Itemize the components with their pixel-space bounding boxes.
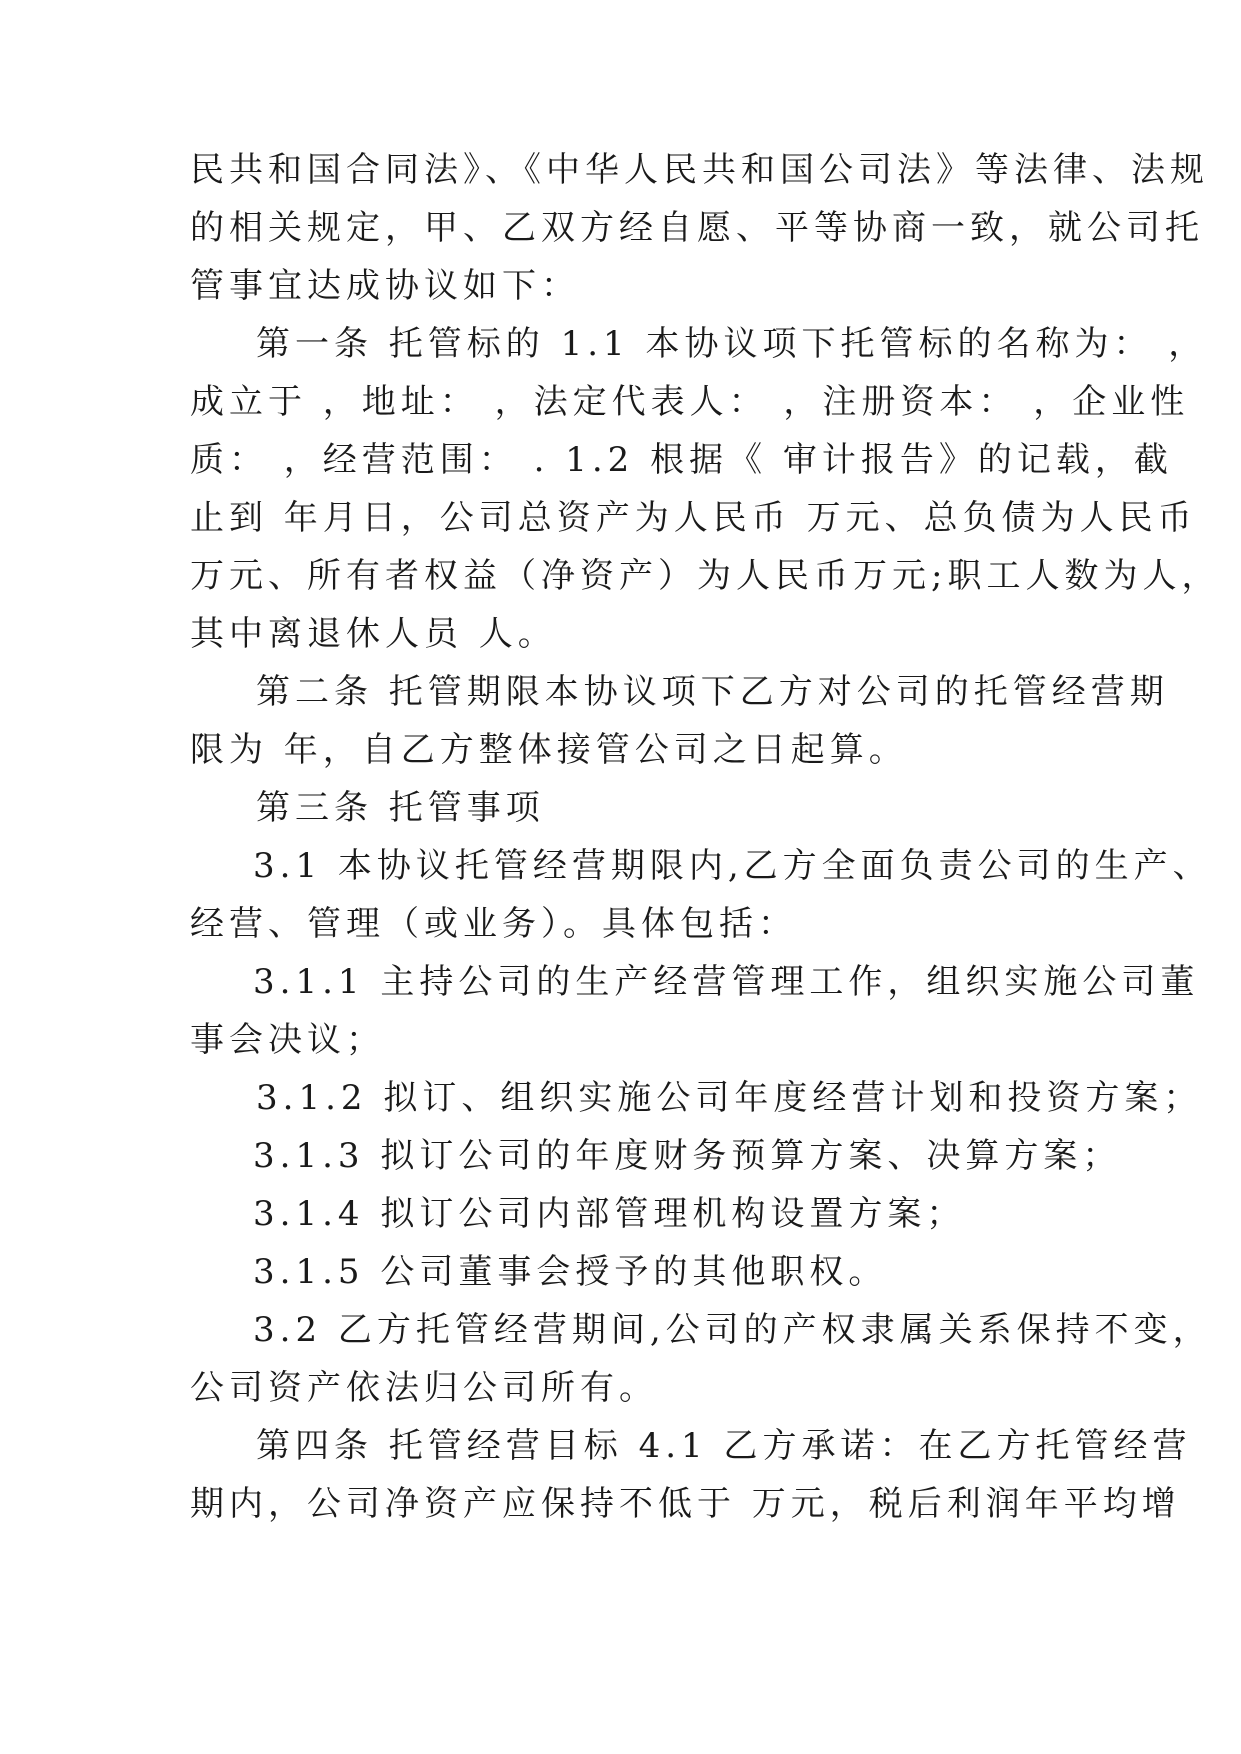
text-line-5: 成立于 ，地址： ，法定代表人： ，注册资本： ，企业性	[190, 382, 1190, 422]
text-line-2: 的相关规定，甲、乙双方经自愿、平等协商一致，就公司托	[190, 208, 1204, 248]
article-4-heading: 第四条 托管经营目标 4.1 乙方承诺：在乙方托管经营	[256, 1426, 1192, 1466]
article-2-heading: 第二条 托管期限本协议项下乙方对公司的托管经营期	[256, 672, 1169, 712]
text-line-7: 止到 年月日，公司总资产为人民币 万元、总负债为人民币	[190, 498, 1197, 538]
text-line-22: 公司资产依法归公司所有。	[190, 1368, 658, 1408]
text-line-11: 限为 年，自乙方整体接管公司之日起算。	[190, 730, 908, 770]
text-line-1: 民共和国合同法》、《中华人民共和国公司法》等法律、法规	[190, 150, 1209, 190]
clause-3-2: 3.2 乙方托管经营期间,公司的产权隶属关系保持不变，	[253, 1310, 1212, 1350]
clause-3-1-3: 3.1.3 拟订公司的年度财务预算方案、决算方案；	[253, 1136, 1122, 1176]
clause-3-1-5: 3.1.5 公司董事会授予的其他职权。	[253, 1252, 888, 1292]
text-line-16: 事会决议；	[190, 1020, 385, 1060]
article-1-heading: 第一条 托管标的 1.1 本协议项下托管标的名称为： ，	[256, 324, 1208, 364]
text-line-14: 经营、管理（或业务）。具体包括：	[190, 904, 797, 944]
clause-3-1-1: 3.1.1 主持公司的生产经营管理工作，组织实施公司董	[253, 962, 1200, 1002]
article-3-heading: 第三条 托管事项	[256, 788, 545, 828]
text-line-9: 其中离退休人员 人。	[190, 614, 557, 654]
text-line-8: 万元、所有者权益（净资产）为人民币万元;职工人数为人，	[190, 556, 1221, 596]
text-line-6: 质： ，经营范围： . 1.2 根据《 审计报告》的记载，截	[190, 440, 1173, 480]
clause-3-1-4: 3.1.4 拟订公司内部管理机构设置方案；	[253, 1194, 966, 1234]
text-line-24: 期内，公司净资产应保持不低于 万元，税后利润年平均增	[190, 1484, 1181, 1524]
clause-3-1: 3.1 本协议托管经营期限内,乙方全面负责公司的生产、	[253, 846, 1212, 886]
text-line-3: 管事宜达成协议如下：	[190, 266, 580, 306]
clause-3-1-2: 3.1.2 拟订、组织实施公司年度经营计划和投资方案；	[256, 1078, 1203, 1118]
